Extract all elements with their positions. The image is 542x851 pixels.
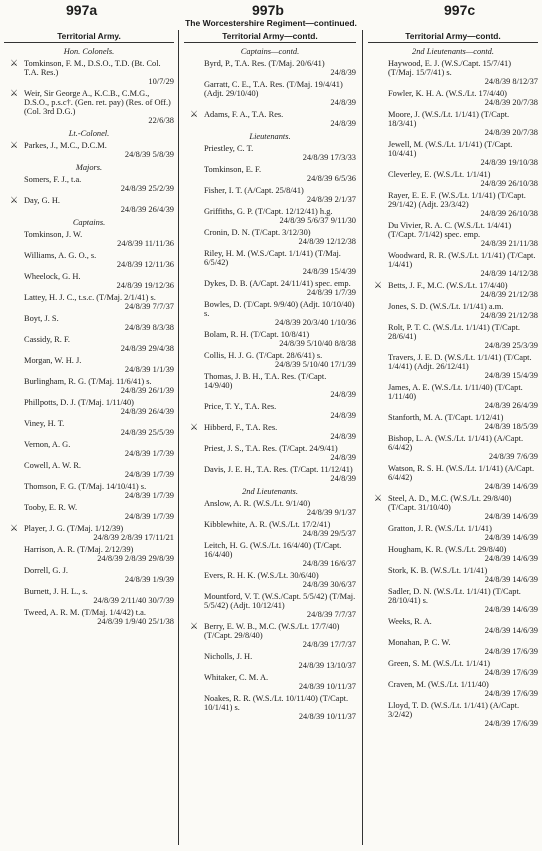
seniority-dates: 24/8/39 1/9/39 (124, 575, 174, 584)
seniority-dates: 24/8/39 14/6/39 (484, 512, 538, 521)
officer-name: Evers, R. H. K. (W.S./Lt. 30/6/40) (204, 571, 319, 580)
officer-entry (368, 587, 538, 614)
officer-entry (368, 638, 538, 656)
seniority-dates: 24/8/39 14/6/39 (484, 482, 538, 491)
officer-entry (368, 302, 538, 320)
officer-entry (184, 592, 356, 619)
section-title: Hon. Colonels. (63, 47, 115, 56)
officer-name: Riley, H. M. (W.S./Capt. 1/1/41) (T/Maj. 6/5/42) (204, 249, 341, 267)
seniority-dates: 24/8/39 (330, 432, 356, 441)
officer-entry (368, 434, 538, 461)
officer-entry (368, 464, 538, 491)
officer-name: Weeks, R. A. (388, 617, 432, 626)
crossed-swords-icon: ⚔ (10, 88, 19, 98)
officer-name: Whitaker, C. M. A. (204, 673, 269, 682)
officer-name: Williams, A. G. O., s. (24, 251, 97, 260)
seniority-dates: 24/8/39 19/12/36 (116, 281, 174, 290)
officer-entry (184, 444, 356, 462)
seniority-dates: 24/8/39 (330, 411, 356, 420)
page-number-left: 997a (66, 2, 98, 18)
seniority-dates: 24/8/39 7/7/37 (124, 302, 174, 311)
officer-entry (368, 140, 538, 167)
officer-name: Berry, E. W. B., M.C. (W.S./Lt. 17/7/40) (T/Capt. 29/8/40) (204, 622, 340, 640)
seniority-dates: 24/8/39 6/5/36 (306, 174, 356, 183)
crossed-swords-icon: ⚔ (190, 621, 199, 631)
officer-name: Du Vivier, R. A. C. (W.S./Lt. 1/4/41) (T/Capt. 7/1/42) spec. emp. (388, 221, 512, 239)
officer-entry (4, 398, 174, 416)
officer-entry (368, 221, 538, 248)
officer-entry (4, 141, 174, 159)
officer-entry (4, 272, 174, 290)
section-title: Majors. (75, 163, 103, 172)
seniority-dates: 24/8/39 (330, 474, 356, 483)
officer-name: Steel, A. D., M.C. (W.S./Lt. 29/8/40) (T/Capt. 31/10/40) (388, 494, 512, 512)
section-title: 2nd Lieutenants. (242, 487, 298, 496)
section-title: 2nd Lieutenants—contd. (412, 47, 494, 56)
officer-entry (184, 520, 356, 538)
seniority-dates: 24/8/39 26/10/38 (480, 209, 538, 218)
officer-name: Noakes, R. R. (W.S./Lt. 10/11/40) (T/Capt. 10/1/41) s. (204, 694, 349, 712)
officer-entry (184, 144, 356, 162)
officer-entry (368, 413, 538, 431)
officer-name: Davis, J. E. H., T.A. Res. (T/Capt. 11/12/41) (204, 465, 353, 474)
seniority-dates: 24/8/39 15/4/39 (302, 267, 356, 276)
seniority-dates: 24/8/39 17/7/37 (302, 640, 356, 649)
column-header: Territorial Army—contd. (405, 32, 501, 41)
seniority-dates: 24/8/39 1/7/39 (124, 470, 174, 479)
officer-name: Tweed, A. R. M. (T/Maj. 1/4/42) t.a. (24, 608, 146, 617)
officer-entry (184, 652, 356, 670)
officer-entry (4, 566, 174, 584)
page-number-right: 997c (444, 2, 476, 18)
officer-entry (184, 249, 356, 276)
seniority-dates: 24/8/39 29/5/37 (302, 529, 356, 538)
officer-name: Garratt, C. E., T.A. Res. (T/Maj. 19/4/41) (Adjt. 29/10/40) (204, 80, 343, 98)
seniority-dates: 24/8/39 15/4/39 (484, 371, 538, 380)
seniority-dates: 24/8/39 29/4/38 (120, 344, 174, 353)
officer-name: Lattey, H. J. C., t.s.c. (T/Maj. 2/1/41) s. (24, 293, 156, 302)
officer-name: Tomkinson, J. W. (24, 230, 83, 239)
officer-name: Morgan, W. H. J. (24, 356, 82, 365)
officer-entry (4, 251, 174, 269)
officer-name: Harrison, A. R. (T/Maj. 2/12/39) (24, 545, 134, 554)
seniority-dates: 24/8/39 25/2/39 (120, 184, 174, 193)
officer-name: Bishop, L. A. (W.S./Lt. 1/1/41) (A/Capt. 6/4/42) (388, 434, 524, 452)
officer-entry (184, 59, 356, 77)
officer-name: Thomson, F. G. (T/Maj. 14/10/41) s. (24, 482, 147, 491)
officer-entry (4, 524, 174, 542)
officer-entry (184, 165, 356, 183)
officer-entry (184, 207, 356, 225)
officer-name: Nicholls, J. H. (204, 652, 253, 661)
officer-entry (368, 680, 538, 698)
seniority-dates: 24/8/39 11/11/36 (117, 239, 174, 248)
crossed-swords-icon: ⚔ (374, 280, 383, 290)
officer-name: Leitch, H. G. (W.S./Lt. 16/4/40) (T/Capt. 16/4/40) (204, 541, 342, 559)
officer-name: Dorrell, G. J. (24, 566, 68, 575)
officer-entry (184, 622, 356, 649)
seniority-dates: 24/8/39 2/8/39 17/11/21 (93, 533, 174, 542)
officer-name: Lloyd, T. D. (W.S./Lt. 1/1/41) (A/Capt. 3/2/42) (388, 701, 520, 719)
header-rule (368, 42, 538, 43)
seniority-dates: 24/8/39 13/10/37 (298, 661, 356, 670)
officer-entry (4, 419, 174, 437)
seniority-dates: 24/8/39 7/6/39 (488, 452, 538, 461)
seniority-dates: 24/8/39 30/6/37 (302, 580, 356, 589)
officer-entry (184, 351, 356, 369)
seniority-dates: 22/6/38 (148, 116, 174, 125)
seniority-dates: 24/8/39 26/4/39 (484, 401, 538, 410)
column-997c (368, 32, 538, 844)
officer-entry (368, 323, 538, 350)
officer-name: Watson, R. S. H. (W.S./Lt. 1/1/41) (A/Capt. 6/4/42) (388, 464, 535, 482)
officer-name: Tooby, E. R. W. (24, 503, 78, 512)
column-997b (184, 32, 356, 844)
officer-entry (184, 673, 356, 691)
column-header: Territorial Army. (57, 32, 121, 41)
officer-name: Rayer, E. E. F. (W.S./Lt. 1/1/41) (T/Capt. 29/1/42) (Adjt. 23/3/42) (388, 191, 526, 209)
column-divider (362, 30, 363, 845)
seniority-dates: 24/8/39 2/8/39 29/8/39 (97, 554, 174, 563)
page-number-center: 997b (252, 2, 284, 18)
seniority-dates: 24/8/39 26/4/39 (120, 407, 174, 416)
officer-entry (368, 617, 538, 635)
header-rule (4, 42, 174, 43)
officer-entry (4, 89, 174, 125)
officer-name: Priest, J. S., T.A. Res. (T/Capt. 24/9/41) (204, 444, 338, 453)
officer-name: Day, G. H. (24, 196, 60, 205)
seniority-dates: 24/8/39 2/1/37 (306, 195, 356, 204)
officer-name: Viney, H. T. (24, 419, 65, 428)
officer-name: Monahan, P. C. W. (388, 638, 451, 647)
seniority-dates: 24/8/39 5/10/40 8/8/38 (279, 339, 356, 348)
officer-entry (368, 659, 538, 677)
officer-name: Green, S. M. (W.S./Lt. 1/1/41) (388, 659, 491, 668)
officer-name: Boyt, J. S. (24, 314, 59, 323)
officer-name: Tomkinson, E. F. (204, 165, 262, 174)
section-title: Lieutenants. (249, 132, 291, 141)
seniority-dates: 24/8/39 25/3/39 (484, 341, 538, 350)
officer-entry (368, 494, 538, 521)
officer-entry (184, 279, 356, 297)
officer-entry (184, 300, 356, 327)
officer-entry (4, 59, 174, 86)
seniority-dates: 24/8/39 (330, 68, 356, 77)
officer-entry (368, 353, 538, 380)
section-title: Lt.-Colonel. (68, 129, 110, 138)
seniority-dates: 24/8/39 20/3/40 1/10/36 (275, 318, 356, 327)
officer-entry (4, 608, 174, 626)
seniority-dates: 24/8/39 (330, 98, 356, 107)
crossed-swords-icon: ⚔ (190, 109, 199, 119)
officer-name: Haywood, E. J. (W.S./Capt. 15/7/41) (T/Maj. 15/7/41) s. (388, 59, 511, 77)
officer-name: Moore, J. (W.S./Lt. 1/1/41) (T/Capt. 18/3/41) (388, 110, 510, 128)
officer-name: Burlingham, R. G. (T/Maj. 11/6/41) s. (24, 377, 152, 386)
officer-name: Tomkinson, F. M., D.S.O., T.D. (Bt. Col. T.A. Res.) (24, 59, 161, 77)
seniority-dates: 24/8/39 (330, 119, 356, 128)
seniority-dates: 24/8/39 9/1/37 (306, 508, 356, 517)
officer-name: Cleverley, E. (W.S./Lt. 1/1/41) (388, 170, 491, 179)
officer-entry (4, 356, 174, 374)
officer-entry (4, 461, 174, 479)
seniority-dates: 24/8/39 17/6/39 (484, 647, 538, 656)
officer-entry (4, 230, 174, 248)
section-title: Captains. (72, 218, 106, 227)
officer-name: Jewell, M. (W.S./Lt. 1/1/41) (T/Capt. 10/4/41) (388, 140, 513, 158)
crossed-swords-icon: ⚔ (190, 422, 199, 432)
seniority-dates: 24/8/39 14/6/39 (484, 554, 538, 563)
officer-entry (4, 314, 174, 332)
seniority-dates: 24/8/39 14/6/39 (484, 626, 538, 635)
seniority-dates: 24/8/39 2/11/40 30/7/39 (93, 596, 174, 605)
officer-name: Price, T. Y., T.A. Res. (204, 402, 277, 411)
officer-name: Somers, F. J., t.a. (24, 175, 82, 184)
officer-name: Hougham, K. R. (W.S./Lt. 29/8/40) (388, 545, 507, 554)
officer-name: Parkes, J., M.C., D.C.M. (24, 141, 107, 150)
seniority-dates: 24/8/39 12/11/36 (116, 260, 174, 269)
officer-name: Betts, J. F., M.C. (W.S./Lt. 17/4/40) (388, 281, 508, 290)
seniority-dates: 24/8/39 14/12/38 (480, 269, 538, 278)
officer-entry (368, 89, 538, 107)
officer-name: Jones, S. D. (W.S./Lt. 1/1/41) a.m. (388, 302, 504, 311)
officer-name: Fowler, K. H. A. (W.S./Lt. 17/4/40) (388, 89, 507, 98)
seniority-dates: 24/8/39 20/7/38 (484, 98, 538, 107)
officer-name: Mountford, V. T. (W.S./Capt. 5/5/42) (T/Maj. 5/5/42) (Adjt. 10/12/41) (204, 592, 356, 610)
seniority-dates: 24/8/39 14/6/39 (484, 575, 538, 584)
section-title: Captains—contd. (240, 47, 300, 56)
seniority-dates: 24/8/39 20/7/38 (484, 128, 538, 137)
seniority-dates: 24/8/39 16/6/37 (302, 559, 356, 568)
officer-entry (184, 571, 356, 589)
officer-entry (4, 482, 174, 500)
officer-name: James, A. E. (W.S./Lt. 1/11/40) (T/Capt. 1/11/40) (388, 383, 523, 401)
seniority-dates: 24/8/39 8/3/38 (124, 323, 174, 332)
officer-name: Cronin, D. N. (T/Capt. 3/12/30) (204, 228, 311, 237)
seniority-dates: 24/8/39 1/7/39 (306, 288, 356, 297)
crossed-swords-icon: ⚔ (10, 58, 19, 68)
officer-name: Collis, H. J. G. (T/Capt. 28/6/41) s. (204, 351, 323, 360)
column-divider (178, 30, 179, 845)
seniority-dates: 24/8/39 5/8/39 (124, 150, 174, 159)
officer-entry (184, 330, 356, 348)
officer-entry (368, 110, 538, 137)
officer-name: Gratton, J. R. (W.S./Lt. 1/1/41) (388, 524, 492, 533)
officer-name: Anslow, A. R. (W.S./Lt. 9/1/40) (204, 499, 311, 508)
regiment-title: The Worcestershire Regiment—continued. (185, 18, 357, 28)
crossed-swords-icon: ⚔ (10, 195, 19, 205)
seniority-dates: 24/8/39 (330, 453, 356, 462)
seniority-dates: 24/8/39 17/6/39 (484, 668, 538, 677)
officer-name: Kibblewhite, A. R. (W.S./Lt. 17/2/41) (204, 520, 331, 529)
seniority-dates: 24/8/39 5/6/37 9/11/30 (279, 216, 356, 225)
officer-entry (184, 80, 356, 107)
seniority-dates: 24/8/39 26/10/38 (480, 179, 538, 188)
officer-name: Travers, J. E. D. (W.S./Lt. 1/1/41) (T/Capt. 1/4/41) (Adjt. 26/12/41) (388, 353, 532, 371)
officer-name: Thomas, J. B. H., T.A. Res. (T/Capt. 14/9/40) (204, 372, 327, 390)
seniority-dates: 24/8/39 5/10/40 17/1/39 (275, 360, 356, 369)
seniority-dates: 10/7/29 (148, 77, 174, 86)
officer-entry (4, 377, 174, 395)
officer-name: Rolt, P. T. C. (W.S./Lt. 1/1/41) (T/Capt. 28/6/41) (388, 323, 520, 341)
officer-name: Vernon, A. G. (24, 440, 71, 449)
officer-entry (4, 293, 174, 311)
officer-name: Hibberd, F., T.A. Res. (204, 423, 278, 432)
page-header (0, 0, 542, 30)
column-997a (4, 32, 174, 844)
seniority-dates: 24/8/39 1/7/39 (124, 449, 174, 458)
officer-entry (184, 423, 356, 441)
officer-name: Stork, K. B. (W.S./Lt. 1/1/41) (388, 566, 488, 575)
officer-entry (368, 170, 538, 188)
officer-name: Wheelock, G. H. (24, 272, 81, 281)
crossed-swords-icon: ⚔ (10, 523, 19, 533)
officer-entry (184, 694, 356, 721)
seniority-dates: 24/8/39 17/3/33 (302, 153, 356, 162)
officer-entry (4, 440, 174, 458)
officer-entry (184, 186, 356, 204)
officer-entry (4, 503, 174, 521)
officer-entry (4, 335, 174, 353)
officer-entry (368, 59, 538, 86)
officer-entry (368, 524, 538, 542)
officer-name: Bowles, D. (T/Capt. 9/9/40) (Adjt. 10/10/40) s. (204, 300, 355, 318)
header-rule (184, 42, 356, 43)
officer-name: Sadler, D. N. (W.S./Lt. 1/1/41) (T/Capt. 28/10/41) s. (388, 587, 521, 605)
officer-entry (184, 465, 356, 483)
column-header: Territorial Army—contd. (222, 32, 318, 41)
officer-entry (368, 281, 538, 299)
seniority-dates: 24/8/39 10/11/37 (298, 712, 356, 721)
officer-name: Byrd, P., T.A. Res. (T/Maj. 20/6/41) (204, 59, 325, 68)
seniority-dates: 24/8/39 (330, 390, 356, 399)
officer-name: Weir, Sir George A., K.C.B., C.M.G., D.S.O., p.s.c†. (Gen. ret. pay) (Res. of Off.) (Col. 3rd D.G.) (24, 89, 171, 116)
officer-entry (184, 372, 356, 399)
officer-name: Fisher, I. T. (A/Capt. 25/8/41) (204, 186, 304, 195)
officer-name: Adams, F. A., T.A. Res. (204, 110, 284, 119)
crossed-swords-icon: ⚔ (10, 140, 19, 150)
officer-entry (184, 110, 356, 128)
officer-entry (368, 191, 538, 218)
officer-entry (368, 251, 538, 278)
seniority-dates: 24/8/39 25/5/39 (120, 428, 174, 437)
officer-entry (368, 545, 538, 563)
officer-name: Woodward, R. R. (W.S./Lt. 1/1/41) (T/Capt. 1/4/41) (388, 251, 536, 269)
seniority-dates: 24/8/39 1/7/39 (124, 512, 174, 521)
officer-name: Bolam, R. H. (T/Capt. 10/8/41) (204, 330, 310, 339)
seniority-dates: 24/8/39 21/11/38 (480, 239, 538, 248)
officer-entry (368, 383, 538, 410)
seniority-dates: 24/8/39 19/10/38 (480, 158, 538, 167)
officer-entry (4, 545, 174, 563)
seniority-dates: 24/8/39 14/6/39 (484, 533, 538, 542)
seniority-dates: 24/8/39 8/12/37 (484, 77, 538, 86)
seniority-dates: 24/8/39 7/7/37 (306, 610, 356, 619)
officer-entry (4, 587, 174, 605)
officer-name: Stanforth, M. A. (T/Capt. 1/12/41) (388, 413, 504, 422)
seniority-dates: 24/8/39 14/6/39 (484, 605, 538, 614)
officer-name: Griffiths, G. P. (T/Capt. 12/12/41) h.g. (204, 207, 333, 216)
officer-entry (4, 175, 174, 193)
officer-entry (368, 701, 538, 728)
officer-name: Dykes, D. B. (A/Capt. 24/11/41) spec. emp. (204, 279, 351, 288)
officer-entry (184, 499, 356, 517)
seniority-dates: 24/8/39 1/9/40 25/1/38 (97, 617, 174, 626)
seniority-dates: 24/8/39 1/1/39 (124, 365, 174, 374)
seniority-dates: 24/8/39 26/4/39 (120, 205, 174, 214)
officer-name: Cowell, A. W. R. (24, 461, 82, 470)
seniority-dates: 24/8/39 12/12/38 (298, 237, 356, 246)
seniority-dates: 24/8/39 17/6/39 (484, 719, 538, 728)
seniority-dates: 24/8/39 21/12/38 (480, 311, 538, 320)
officer-entry (184, 228, 356, 246)
seniority-dates: 24/8/39 21/12/38 (480, 290, 538, 299)
officer-entry (368, 566, 538, 584)
officer-name: Burnett, J. H. L., s. (24, 587, 88, 596)
seniority-dates: 24/8/39 17/6/39 (484, 689, 538, 698)
officer-name: Priestley, C. T. (204, 144, 254, 153)
officer-name: Player, J. G. (T/Maj. 1/12/39) (24, 524, 124, 533)
crossed-swords-icon: ⚔ (374, 493, 383, 503)
seniority-dates: 24/8/39 26/1/39 (120, 386, 174, 395)
officer-name: Cassidy, R. F. (24, 335, 71, 344)
officer-entry (184, 402, 356, 420)
seniority-dates: 24/8/39 18/5/39 (484, 422, 538, 431)
seniority-dates: 24/8/39 10/11/37 (298, 682, 356, 691)
seniority-dates: 24/8/39 1/7/39 (124, 491, 174, 500)
officer-name: Phillpotts, D. J. (T/Maj. 1/11/40) (24, 398, 134, 407)
officer-entry (4, 196, 174, 214)
officer-name: Craven, M. (W.S./Lt. 1/11/40) (388, 680, 489, 689)
officer-entry (184, 541, 356, 568)
